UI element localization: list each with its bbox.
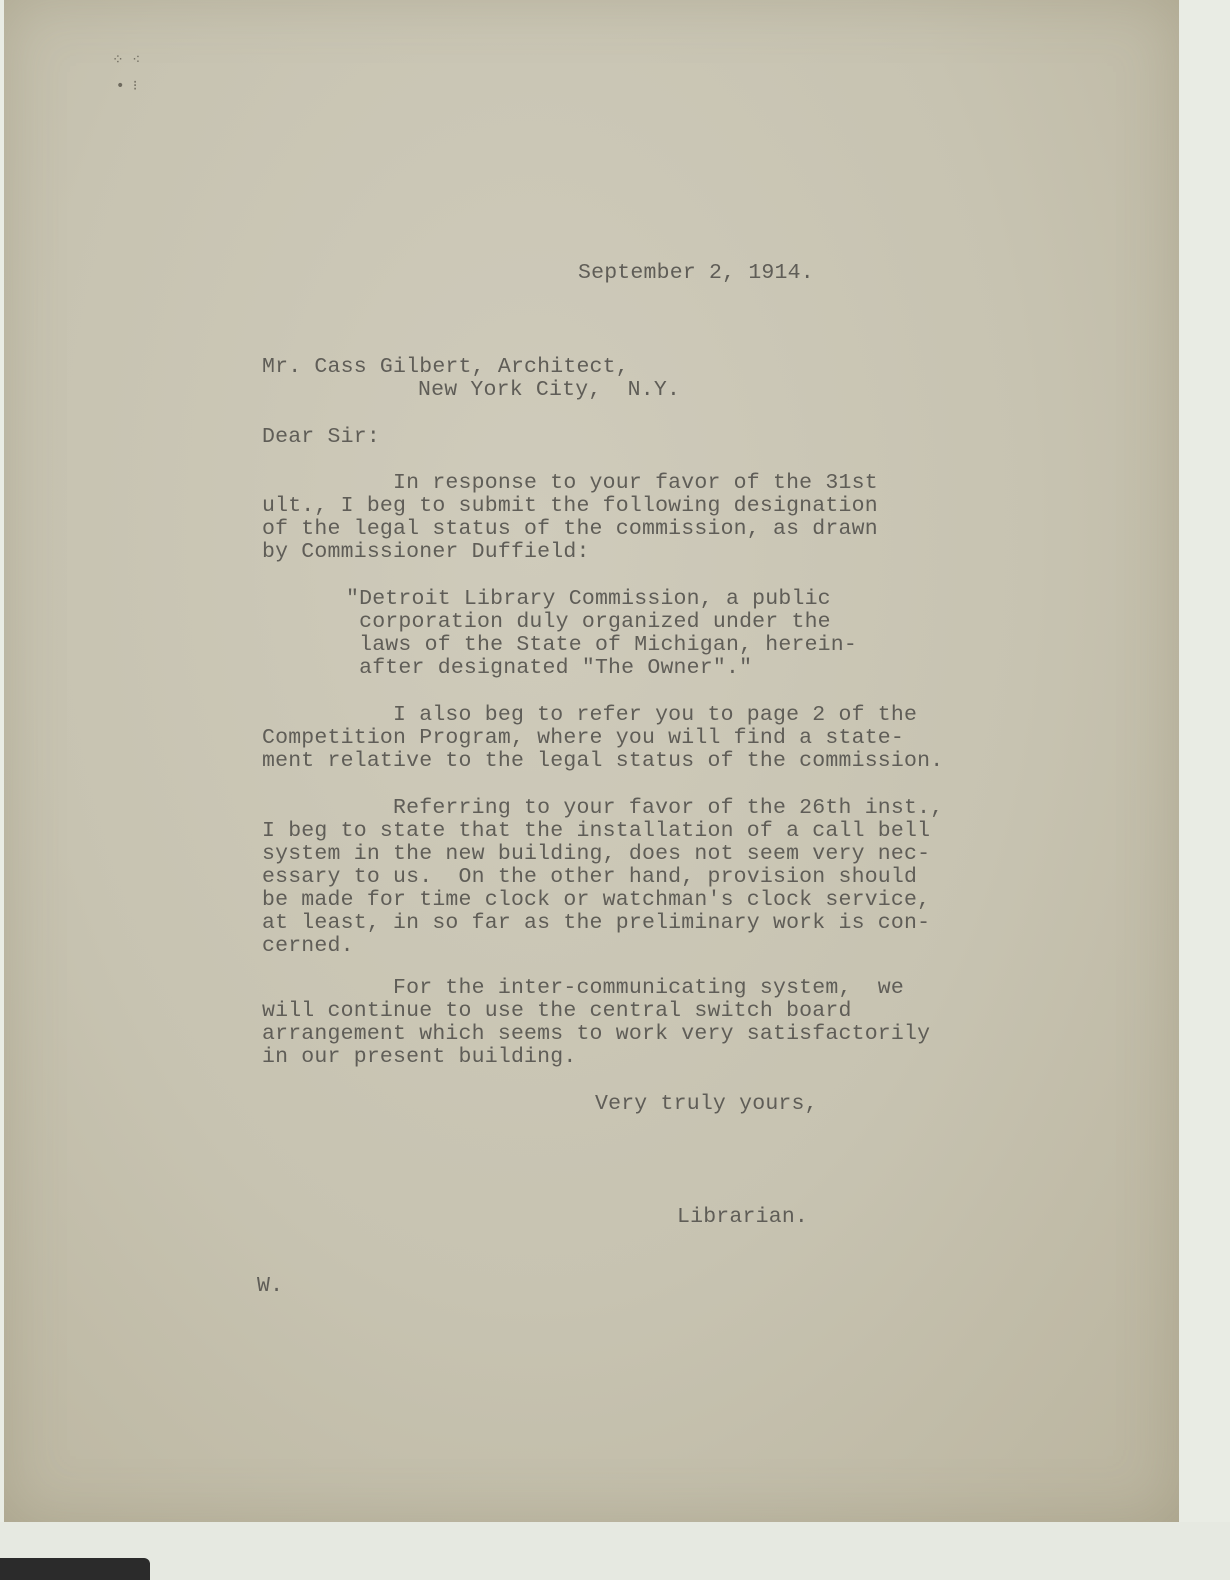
recipient-name: Mr. Cass Gilbert, Architect, [262,355,629,379]
typist-initials: W. [257,1274,284,1298]
scan-background [0,1522,1230,1580]
archive-stamp-mark: ⁘ ⁖ [112,52,141,68]
archive-stamp-mark: • ⁝ [116,78,138,94]
body-paragraph-2: I also beg to refer you to page 2 of the Competition Program, where you will find a state- ment relative to the legal status of the commission. [262,703,944,773]
body-paragraph-1: In response to your favor of the 31st ult., I beg to submit the following designation of the legal status of the commission, as drawn by Commissioner Duffield: [262,471,878,564]
complimentary-closing: Very truly yours, [595,1092,818,1116]
body-paragraph-3: Referring to your favor of the 26th inst., I beg to state that the installation of a call bell system in the new building, does not seem very nec- essary to us. On the other hand, provision should be made for time clock or watchman's clock service, at least, in so far as the preliminary work is con- cerned. [262,796,944,958]
recipient-city: New York City, N.Y. [418,378,681,402]
letter-date: September 2, 1914. [578,261,814,285]
salutation: Dear Sir: [262,425,380,449]
quoted-designation: "Detroit Library Commission, a public corporation duly organized under the laws of the State of Michigan, herein- after designated "The Owner"." [346,587,857,680]
signer-title: Librarian. [677,1205,809,1229]
binder-clip [0,1558,150,1580]
body-paragraph-4: For the inter-communicating system, we will continue to use the central switch board arrangement which seems to work very satisfactorily in our present building. [262,976,931,1069]
